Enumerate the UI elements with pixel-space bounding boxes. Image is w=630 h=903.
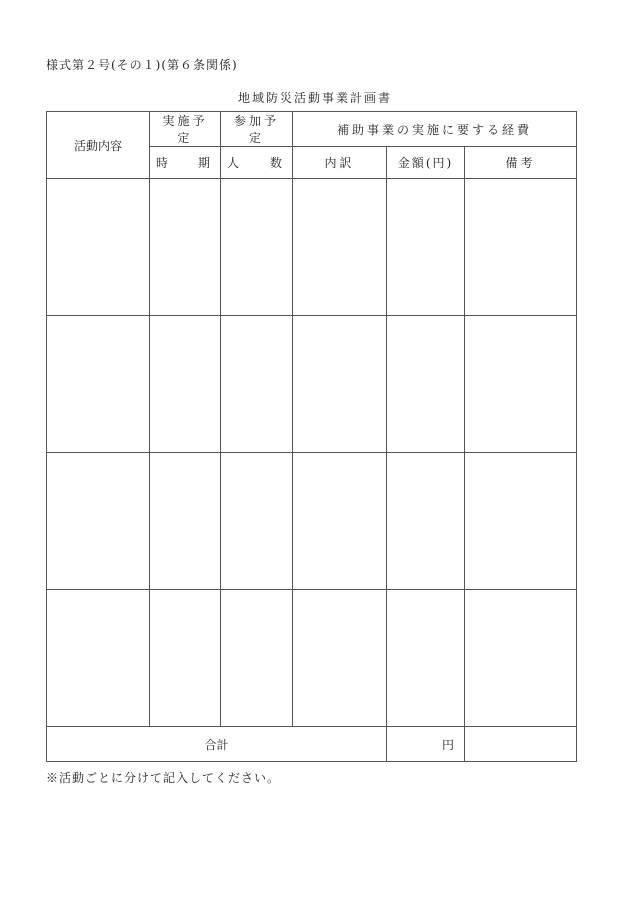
header-count: 人 数 <box>221 147 293 179</box>
footnote: ※活動ごとに分けて記入してください。 <box>46 771 281 785</box>
total-row <box>47 727 577 762</box>
header-expenses: 補助事業の実施に要する経費 <box>293 112 577 147</box>
amount-cell[interactable] <box>387 179 465 316</box>
count-cell[interactable] <box>221 316 293 453</box>
document-title: 地域防災活動事業計画書 <box>237 91 392 105</box>
breakdown-cell[interactable] <box>293 590 387 727</box>
header-activity: 活動内容 <box>47 112 150 179</box>
amount-cell[interactable] <box>387 590 465 727</box>
count-cell[interactable] <box>221 453 293 590</box>
period-cell[interactable] <box>150 316 221 453</box>
header-remarks: 備考 <box>465 147 577 179</box>
breakdown-cell[interactable] <box>293 179 387 316</box>
total-label: 合計 <box>47 727 387 762</box>
count-cell[interactable] <box>221 179 293 316</box>
remarks-cell[interactable] <box>465 590 577 727</box>
table-row <box>47 590 577 727</box>
breakdown-cell[interactable] <box>293 453 387 590</box>
activity-cell[interactable] <box>47 179 150 316</box>
total-remarks-cell[interactable] <box>465 727 577 762</box>
form-number: 様式第２号(その１)(第６条関係) <box>46 58 238 72</box>
header-breakdown: 内訳 <box>293 147 387 179</box>
period-cell[interactable] <box>150 179 221 316</box>
header-amount: 金額(円) <box>387 147 465 179</box>
period-cell[interactable] <box>150 590 221 727</box>
total-amount-cell[interactable]: 円 <box>387 727 465 762</box>
remarks-cell[interactable] <box>465 316 577 453</box>
table-row <box>47 316 577 453</box>
remarks-cell[interactable] <box>465 179 577 316</box>
table-row <box>47 179 577 316</box>
activity-cell[interactable] <box>47 590 150 727</box>
remarks-cell[interactable] <box>465 453 577 590</box>
header-period: 時 期 <box>150 147 221 179</box>
amount-cell[interactable] <box>387 453 465 590</box>
count-cell[interactable] <box>221 590 293 727</box>
header-schedule: 実施予定 <box>150 112 221 147</box>
activity-cell[interactable] <box>47 316 150 453</box>
header-participants: 参加予定 <box>221 112 293 147</box>
amount-cell[interactable] <box>387 316 465 453</box>
table-row <box>47 453 577 590</box>
period-cell[interactable] <box>150 453 221 590</box>
plan-table <box>46 111 577 762</box>
activity-cell[interactable] <box>47 453 150 590</box>
breakdown-cell[interactable] <box>293 316 387 453</box>
